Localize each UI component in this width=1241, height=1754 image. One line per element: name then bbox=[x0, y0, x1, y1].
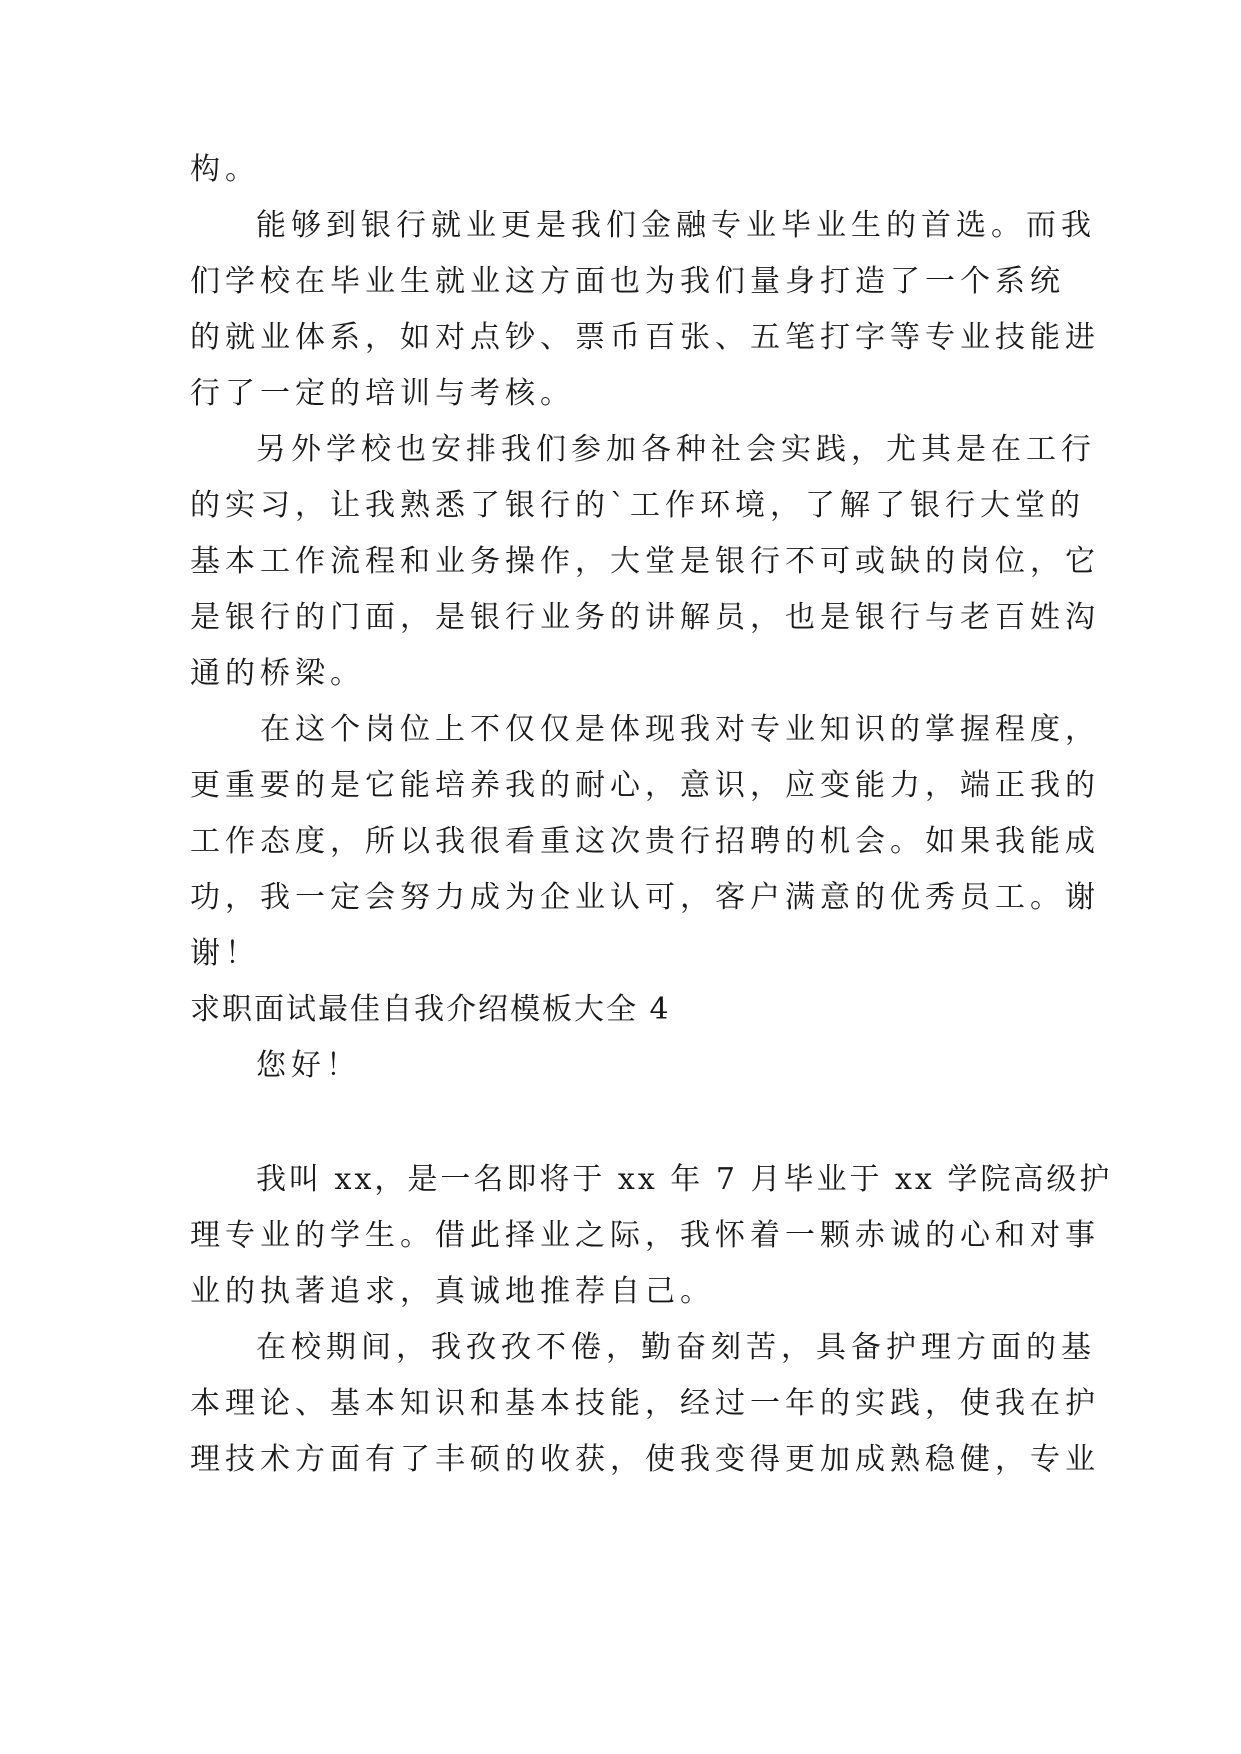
paragraph-start-line: 我叫 xx，是一名即将于 xx 年 7 月毕业于 xx 学院高级护 bbox=[256, 1162, 1113, 1197]
text-line: 是银行的门面，是银行业务的讲解员，也是银行与老百姓沟 bbox=[190, 600, 1100, 635]
paragraph-start-line: 另外学校也安排我们参加各种社会实践，尤其是在工行 bbox=[256, 432, 1096, 467]
text-line: 理技术方面有了丰硕的收获，使我变得更加成熟稳健，专业 bbox=[190, 1442, 1100, 1477]
text-line: 们学校在毕业生就业这方面也为我们量身打造了一个系统 bbox=[190, 264, 1065, 299]
text-line: 工作态度，所以我很看重这次贵行招聘的机会。如果我能成 bbox=[190, 824, 1100, 859]
text-line: 业的执著追求，真诚地推荐自己。 bbox=[190, 1274, 715, 1309]
paragraph-start-line: 在校期间，我孜孜不倦，勤奋刻苦，具备护理方面的基 bbox=[256, 1330, 1096, 1365]
text-line: 理专业的学生。借此择业之际，我怀着一颗赤诚的心和对事 bbox=[190, 1218, 1100, 1253]
text-line: 本理论、基本知识和基本技能，经过一年的实践，使我在护 bbox=[190, 1386, 1100, 1421]
text-line: 通的桥梁。 bbox=[190, 656, 365, 691]
text-line: 构。 bbox=[190, 152, 260, 187]
paragraph-start-line: 在这个岗位上不仅仅是体现我对专业知识的掌握程度， bbox=[260, 712, 1100, 747]
section-heading: 求职面试最佳自我介绍模板大全 4 bbox=[190, 992, 671, 1027]
text-line: 功，我一定会努力成为企业认可，客户满意的优秀员工。谢 bbox=[190, 880, 1100, 915]
text-line: 更重要的是它能培养我的耐心，意识，应变能力，端正我的 bbox=[190, 768, 1100, 803]
text-line: 行了一定的培训与考核。 bbox=[190, 376, 575, 411]
paragraph-start-line: 能够到银行就业更是我们金融专业毕业生的首选。而我 bbox=[256, 208, 1096, 243]
greeting-line: 您好！ bbox=[256, 1048, 361, 1083]
text-line: 基本工作流程和业务操作，大堂是银行不可或缺的岗位，它 bbox=[190, 544, 1100, 579]
text-line: 的就业体系，如对点钞、票币百张、五笔打字等专业技能进 bbox=[190, 320, 1100, 355]
text-line: 的实习，让我熟悉了银行的`工作环境，了解了银行大堂的 bbox=[190, 488, 1085, 523]
text-line: 谢！ bbox=[190, 936, 260, 971]
